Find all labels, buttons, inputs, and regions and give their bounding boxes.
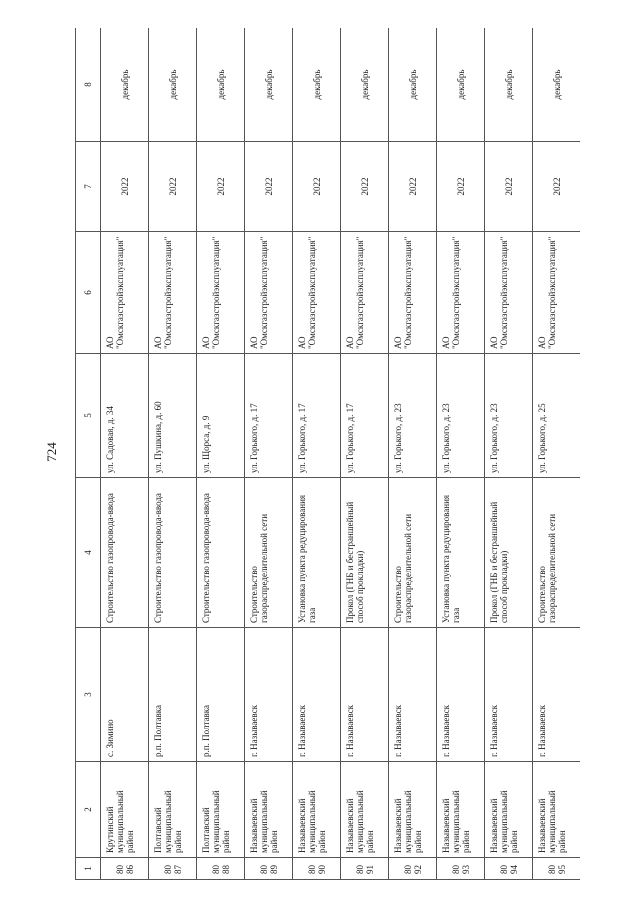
address-cell: ул. Горького, д. 17	[245, 354, 293, 478]
work-type-cell: Установка пункта редуцирования газа	[293, 478, 341, 628]
month-cell: декабрь	[149, 28, 197, 142]
column-number: 3	[76, 628, 101, 762]
month-cell: декабрь	[293, 28, 341, 142]
district-cell: Называевский муниципальный район	[389, 762, 437, 858]
address-cell: ул. Пушкина, д. 60	[149, 354, 197, 478]
table-row	[149, 28, 197, 880]
locality-cell: г. Называевск	[245, 628, 293, 762]
row-number: 8093	[437, 858, 485, 880]
month-cell: декабрь	[437, 28, 485, 142]
row-number: 8086	[101, 858, 149, 880]
locality-cell: г. Называевск	[293, 628, 341, 762]
row-number: 8092	[389, 858, 437, 880]
address-cell: ул. Щорса, д. 9	[197, 354, 245, 478]
locality-cell: г. Называевск	[341, 628, 389, 762]
work-type-cell: Строительство газораспределительной сети	[533, 478, 581, 628]
work-type-cell: Прокол (ГНБ и бестраншейный способ прокладки)	[485, 478, 533, 628]
month-cell: декабрь	[389, 28, 437, 142]
column-number: 7	[76, 142, 101, 232]
district-cell: Называевский муниципальный район	[485, 762, 533, 858]
district-cell: Полтавский муниципальный район	[197, 762, 245, 858]
year-cell: 2022	[197, 142, 245, 232]
row-number: 8090	[293, 858, 341, 880]
address-cell: ул. Горького, д. 23	[389, 354, 437, 478]
table-row	[389, 28, 437, 880]
year-cell: 2022	[485, 142, 533, 232]
month-cell: декабрь	[197, 28, 245, 142]
organization-cell: АО "Омскгазстройэксплуатация"	[101, 232, 149, 354]
column-number: 2	[76, 762, 101, 858]
work-type-cell: Строительство газопровода-ввода	[149, 478, 197, 628]
column-number-row	[76, 28, 101, 880]
table-row	[293, 28, 341, 880]
organization-cell: АО "Омскгазстройэксплуатация"	[149, 232, 197, 354]
works-table	[75, 28, 580, 880]
work-type-cell: Прокол (ГНБ и бестраншейный способ прокладки)	[341, 478, 389, 628]
month-cell: декабрь	[485, 28, 533, 142]
row-number: 8087	[149, 858, 197, 880]
work-type-cell: Строительство газораспределительной сети	[245, 478, 293, 628]
organization-cell: АО "Омскгазстройэксплуатация"	[341, 232, 389, 354]
district-cell: Называевский муниципальный район	[533, 762, 581, 858]
year-cell: 2022	[245, 142, 293, 232]
table-row	[533, 28, 581, 880]
locality-cell: г. Называевск	[533, 628, 581, 762]
organization-cell: АО "Омскгазстройэксплуатация"	[245, 232, 293, 354]
organization-cell: АО "Омскгазстройэксплуатация"	[389, 232, 437, 354]
year-cell: 2022	[341, 142, 389, 232]
year-cell: 2022	[149, 142, 197, 232]
work-type-cell: Строительство газораспределительной сети	[389, 478, 437, 628]
locality-cell: г. Называевск	[389, 628, 437, 762]
month-cell: декабрь	[533, 28, 581, 142]
organization-cell: АО "Омскгазстройэксплуатация"	[197, 232, 245, 354]
column-number: 1	[76, 858, 101, 880]
row-number: 8095	[533, 858, 581, 880]
address-cell: ул. Горького, д. 25	[533, 354, 581, 478]
locality-cell: г. Называевск	[437, 628, 485, 762]
month-cell: декабрь	[101, 28, 149, 142]
table-row	[197, 28, 245, 880]
address-cell: ул. Горького, д. 17	[341, 354, 389, 478]
row-number: 8089	[245, 858, 293, 880]
year-cell: 2022	[293, 142, 341, 232]
district-cell: Полтавский муниципальный район	[149, 762, 197, 858]
district-cell: Называевский муниципальный район	[293, 762, 341, 858]
district-cell: Называевский муниципальный район	[341, 762, 389, 858]
work-type-cell: Установка пункта редуцирования газа	[437, 478, 485, 628]
organization-cell: АО "Омскгазстройэксплуатация"	[485, 232, 533, 354]
page-number: 724	[44, 442, 59, 462]
row-number: 8091	[341, 858, 389, 880]
table-row	[245, 28, 293, 880]
row-number: 8094	[485, 858, 533, 880]
table-row	[341, 28, 389, 880]
year-cell: 2022	[437, 142, 485, 232]
district-cell: Называевский муниципальный район	[245, 762, 293, 858]
table-row	[437, 28, 485, 880]
work-type-cell: Строительство газопровода-ввода	[197, 478, 245, 628]
column-number: 4	[76, 478, 101, 628]
column-number: 8	[76, 28, 101, 142]
locality-cell: г. Называевск	[485, 628, 533, 762]
rotated-table-wrapper	[75, 28, 580, 880]
address-cell: ул. Горького, д. 23	[485, 354, 533, 478]
address-cell: ул. Горького, д. 23	[437, 354, 485, 478]
year-cell: 2022	[101, 142, 149, 232]
district-cell: Называевский муниципальный район	[437, 762, 485, 858]
month-cell: декабрь	[341, 28, 389, 142]
column-number: 5	[76, 354, 101, 478]
column-number: 6	[76, 232, 101, 354]
year-cell: 2022	[389, 142, 437, 232]
locality-cell: с. Зимино	[101, 628, 149, 762]
year-cell: 2022	[533, 142, 581, 232]
document-sheet	[75, 28, 580, 880]
organization-cell: АО "Омскгазстройэксплуатация"	[437, 232, 485, 354]
locality-cell: р.п. Полтавка	[149, 628, 197, 762]
organization-cell: АО "Омскгазстройэксплуатация"	[533, 232, 581, 354]
row-number: 8088	[197, 858, 245, 880]
address-cell: ул. Садовая, д. 34	[101, 354, 149, 478]
locality-cell: р.п. Полтавка	[197, 628, 245, 762]
work-type-cell: Строительство газопровода-ввода	[101, 478, 149, 628]
organization-cell: АО "Омскгазстройэксплуатация"	[293, 232, 341, 354]
month-cell: декабрь	[245, 28, 293, 142]
address-cell: ул. Горького, д. 17	[293, 354, 341, 478]
table-row	[485, 28, 533, 880]
table-row	[101, 28, 149, 880]
district-cell: Крутинский муниципальный район	[101, 762, 149, 858]
